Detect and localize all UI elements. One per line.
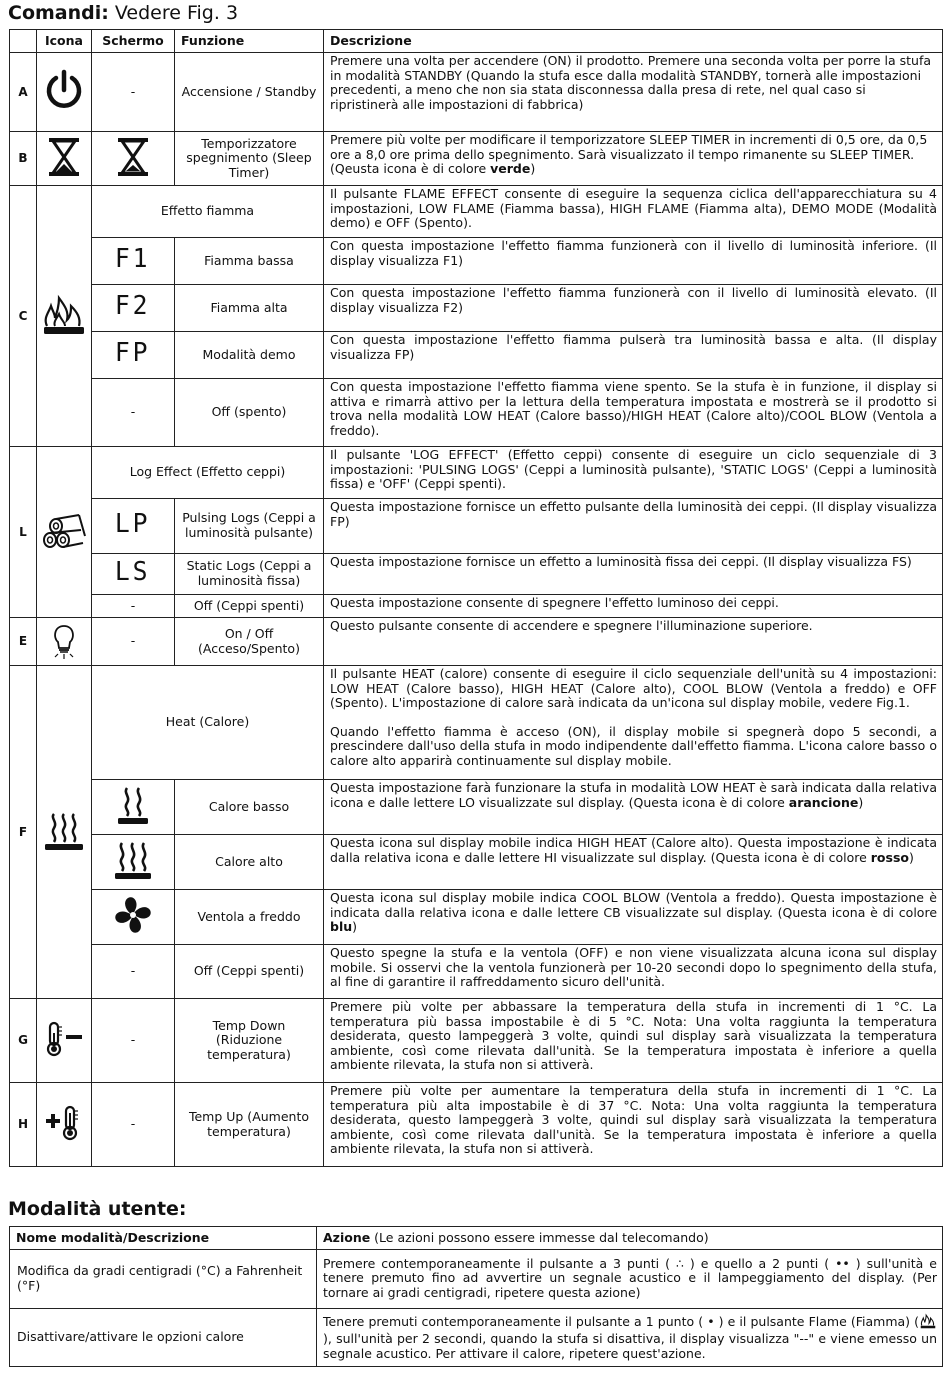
function-label: Temp Up (Aumento temperatura) bbox=[175, 1083, 324, 1167]
table-row bbox=[10, 447, 943, 499]
lightbulb-icon bbox=[37, 618, 92, 666]
hourglass-icon bbox=[37, 132, 92, 186]
hourglass-icon bbox=[92, 132, 175, 186]
two-dot-button-icon: •• bbox=[835, 1255, 850, 1271]
description: Il pulsante 'LOG EFFECT' (Effetto ceppi) consente di eseguire un ciclo sequenziale di 3 impostazioni: 'PULSING LOGS' (Ceppi a luminosità pulsante), 'STATIC LOGS' (Ceppi a luminosità fissa) e 'OFF' (Ceppi spenti). bbox=[324, 447, 943, 499]
function-label: Fiamma alta bbox=[175, 285, 324, 332]
row-letter: L bbox=[10, 447, 37, 618]
table-row bbox=[10, 1083, 943, 1167]
table-row bbox=[10, 132, 943, 186]
description: Premere una volta per accendere (ON) il prodotto. Premere una seconda volta per porre la stufa in modalità STANDBY (Quando la stufa esce dalla modalità STANDBY, tornerà alle impostazioni precedenti, a meno che non sia stata disconnessa dalla presa di rete, nel qual caso si ripristinerà alle impostazioni di fabbrica) bbox=[324, 53, 943, 132]
function-label: Off (Ceppi spenti) bbox=[175, 945, 324, 999]
user-modes-table bbox=[9, 1226, 943, 1367]
table-row bbox=[10, 780, 943, 835]
table-row bbox=[10, 835, 943, 890]
table-row bbox=[10, 618, 943, 666]
function-label: Ventola a freddo bbox=[175, 890, 324, 945]
table-row bbox=[10, 499, 943, 554]
row-letter: A bbox=[10, 53, 37, 132]
description: Con questa impostazione l'effetto fiamma pulserà tra luminosità bassa e alta. (Il display visualizza FP) bbox=[324, 332, 943, 379]
table-row bbox=[10, 999, 943, 1083]
description: Questo spegne la stufa e la ventola (OFF) e non viene visualizzata alcuna icona sul display mobile. Si osservi che la ventola funzionerà per 10-20 secondi dopo lo spegnimento della stufa, al fine di garantire il raffreddamento sicuro dell'unità. bbox=[324, 945, 943, 999]
function-label: Fiamma bassa bbox=[175, 238, 324, 285]
column-header-action: Azione (Le azioni possono essere immesse dal telecomando) bbox=[317, 1227, 943, 1250]
description: Con questa impostazione l'effetto fiamma funzionerà con il livello di luminosità elevato. (Il display visualizza F2) bbox=[324, 285, 943, 332]
function-label: Heat (Calore) bbox=[92, 666, 324, 780]
function-label: Off (spento) bbox=[175, 379, 324, 447]
table-header-row bbox=[10, 1227, 943, 1250]
page-title: Comandi: Vedere Fig. 3 bbox=[8, 2, 239, 24]
display-f1: F1 bbox=[92, 238, 175, 285]
description: Con questa impostazione l'effetto fiamma viene spento. Se la stufa è in funzione, il display si attiva e rimarrà attivo per la lettura della temperatura impostata e mostrerà se il prodotto si trova nella modalità LOW HEAT (Calore basso)/HIGH HEAT (Calore alto)/COOL BLOW (Ventola a freddo). bbox=[324, 379, 943, 447]
description: Questo pulsante consente di accendere e spegnere l'illuminazione superiore. bbox=[324, 618, 943, 666]
table-row bbox=[10, 238, 943, 285]
description: Questa impostazione fornisce un effetto pulsante della luminosità dei ceppi. (Il display visualizza FP) bbox=[324, 499, 943, 554]
three-dot-button-icon: ∴ bbox=[675, 1255, 684, 1271]
function-label: Pulsing Logs (Ceppi a luminosità pulsante) bbox=[175, 499, 324, 554]
display-lp: LP bbox=[92, 499, 175, 554]
description: Con questa impostazione l'effetto fiamma funzionerà con il livello di luminosità inferiore. (Il display visualizza F1) bbox=[324, 238, 943, 285]
row-letter: E bbox=[10, 618, 37, 666]
description: Questa impostazione consente di spegnere l'effetto luminoso dei ceppi. bbox=[324, 595, 943, 618]
temp-up-icon bbox=[37, 1083, 92, 1167]
screen-value: - bbox=[92, 945, 175, 999]
table-row bbox=[10, 186, 943, 238]
column-header-description: Descrizione bbox=[324, 30, 943, 53]
display-fp: FP bbox=[92, 332, 175, 379]
description: Il pulsante HEAT (calore) consente di eseguire il ciclo sequenziale dell'unità su 4 impostazioni: LOW HEAT (Calore basso), HIGH HEAT (Calore alto), COOL BLOW (Ventola a freddo) e OFF (Spento). L'impostazione di calore sarà indicata da un'icona sul display mobile, vedere Fig.1. Quando l'effetto fiamma è acceso (ON), il display mobile si spegnerà dopo 5 secondi, a prescindere dall'uso della stufa in modo indipendente dall'effetto fiamma. L'icona calore basso o calore alto apparirà continuamente sul display mobile. bbox=[324, 666, 943, 780]
mode-action: Tenere premuti contemporaneamente il pulsante a 1 punto ( • ) e il pulsante Flame (Fiamma) (), sull'unità per 2 secondi, quando la stufa si disattiva, il display visualizza "--" e viene emesso un segnale acustico. Per attivare il calore, ripetere quest'azione. bbox=[317, 1309, 943, 1367]
table-row bbox=[10, 1309, 943, 1367]
description: Premere più volte per modificare il temporizzatore SLEEP TIMER in incrementi di 0,5 ore, da 0,5 ore a 8,0 ore prima dello spegnimento. Sarà visualizzato il tempo rimanente su SLEEP TIMER. (Qeusta icona è di colore verde) bbox=[324, 132, 943, 186]
column-header-name: Nome modalità/Descrizione bbox=[10, 1227, 317, 1250]
mode-action: Premere contemporaneamente il pulsante a 3 punti ( ∴ ) e quello a 2 punti ( •• ) sull'unità e tenere premuto fino ad avvertire un segnale acustico e il lampeggiamento del display. (Per tornare ai gradi centigradi, ripetere questa azione) bbox=[317, 1250, 943, 1309]
section-title: Modalità utente: bbox=[8, 1198, 187, 1220]
table-row bbox=[10, 332, 943, 379]
logs-icon bbox=[37, 447, 92, 618]
function-label: Temp Down (Riduzione temperatura) bbox=[175, 999, 324, 1083]
table-row bbox=[10, 945, 943, 999]
fan-icon bbox=[92, 890, 175, 945]
description: Questa icona sul display mobile indica HIGH HEAT (Calore alto). Questa impostazione è indicata dalla relativa icona e dalle lettere HI visualizzate sul display. (Questa icona è di colore rosso) bbox=[324, 835, 943, 890]
column-header-function: Funzione bbox=[175, 30, 324, 53]
description: Il pulsante FLAME EFFECT consente di eseguire la sequenza ciclica dell'apparecchiatura su 4 impostazioni, LOW FLAME (Fiamma bassa), HIGH FLAME (Fiamma alta), DEMO MODE (Modalità demo) e OFF (Spento). bbox=[324, 186, 943, 238]
row-letter: G bbox=[10, 999, 37, 1083]
low-heat-icon bbox=[92, 780, 175, 835]
display-f2: F2 bbox=[92, 285, 175, 332]
function-label: Modalità demo bbox=[175, 332, 324, 379]
row-letter: C bbox=[10, 186, 37, 447]
description: Questa impostazione farà funzionare la stufa in modalità LOW HEAT è sarà indicata dalla relativa icona e dalle lettere LO visualizzate sul display. (Questa icona è di colore arancione) bbox=[324, 780, 943, 835]
flame-icon bbox=[919, 1313, 937, 1333]
one-dot-button-icon: • bbox=[707, 1313, 715, 1329]
screen-value: - bbox=[92, 618, 175, 666]
table-row bbox=[10, 890, 943, 945]
function-label: On / Off (Acceso/Spento) bbox=[175, 618, 324, 666]
mode-name: Disattivare/attivare le opzioni calore bbox=[10, 1309, 317, 1367]
function-label: Off (Ceppi spenti) bbox=[175, 595, 324, 618]
screen-value: - bbox=[92, 1083, 175, 1167]
description: Premere più volte per abbassare la temperatura della stufa in incrementi di 1 °C. La temperatura più bassa impostabile è di 5 °C. Nota: Una volta raggiunta la temperatura desiderata, questo lampeggerà 3 volte, quindi sul display sarà visualizzata la temperatura ambiente, così come rilevata dall'unità. Se la temperatura impostata è inferiore a quella ambiente rilevata, la stufa non si attiverà. bbox=[324, 999, 943, 1083]
function-label: Calore alto bbox=[175, 835, 324, 890]
function-label: Static Logs (Ceppi a luminosità fissa) bbox=[175, 554, 324, 595]
column-header-screen: Schermo bbox=[92, 30, 175, 53]
flame-icon bbox=[37, 186, 92, 447]
screen-value: - bbox=[92, 999, 175, 1083]
row-letter: H bbox=[10, 1083, 37, 1167]
screen-value: - bbox=[92, 53, 175, 132]
table-row bbox=[10, 666, 943, 780]
function-label: Accensione / Standby bbox=[175, 53, 324, 132]
function-label: Effetto fiamma bbox=[92, 186, 324, 238]
table-row bbox=[10, 595, 943, 618]
row-letter: F bbox=[10, 666, 37, 999]
description: Questa icona sul display mobile indica COOL BLOW (Ventola a freddo). Questa impostazione è indicata dalla relativa icona e dalle lettere CB visualizzate sul display. (Questa icona è di colore blu) bbox=[324, 890, 943, 945]
row-letter: B bbox=[10, 132, 37, 186]
mode-name: Modifica da gradi centigradi (°C) a Fahrenheit (°F) bbox=[10, 1250, 317, 1309]
display-ls: LS bbox=[92, 554, 175, 595]
function-label: Temporizzatore spegnimento (Sleep Timer) bbox=[175, 132, 324, 186]
screen-value: - bbox=[92, 379, 175, 447]
table-row bbox=[10, 379, 943, 447]
table-header-row bbox=[10, 30, 943, 53]
temp-down-icon bbox=[37, 999, 92, 1083]
commands-table bbox=[9, 29, 943, 1167]
function-label: Log Effect (Effetto ceppi) bbox=[92, 447, 324, 499]
heat-icon bbox=[37, 666, 92, 999]
table-row bbox=[10, 1250, 943, 1309]
power-icon bbox=[37, 53, 92, 132]
description: Premere più volte per aumentare la temperatura della stufa in incrementi di 1 °C. La temperatura più alta impostabile è di 37 °C. Nota: Una volta raggiunta la temperatura desiderata, questo lampeggerà 3 volte, quindi sul display sarà visualizzata la temperatura ambiente, così come rilevata dall'unità. Se la temperatura impostata è inferiore a quella ambiente rilevata, la stufa non si attiverà. bbox=[324, 1083, 943, 1167]
table-row bbox=[10, 285, 943, 332]
function-label: Calore basso bbox=[175, 780, 324, 835]
high-heat-icon bbox=[92, 835, 175, 890]
screen-value: - bbox=[92, 595, 175, 618]
description: Questa impostazione fornisce un effetto a luminosità fissa dei ceppi. (Il display visualizza FS) bbox=[324, 554, 943, 595]
table-row bbox=[10, 53, 943, 132]
table-row bbox=[10, 554, 943, 595]
column-header-icon: Icona bbox=[37, 30, 92, 53]
